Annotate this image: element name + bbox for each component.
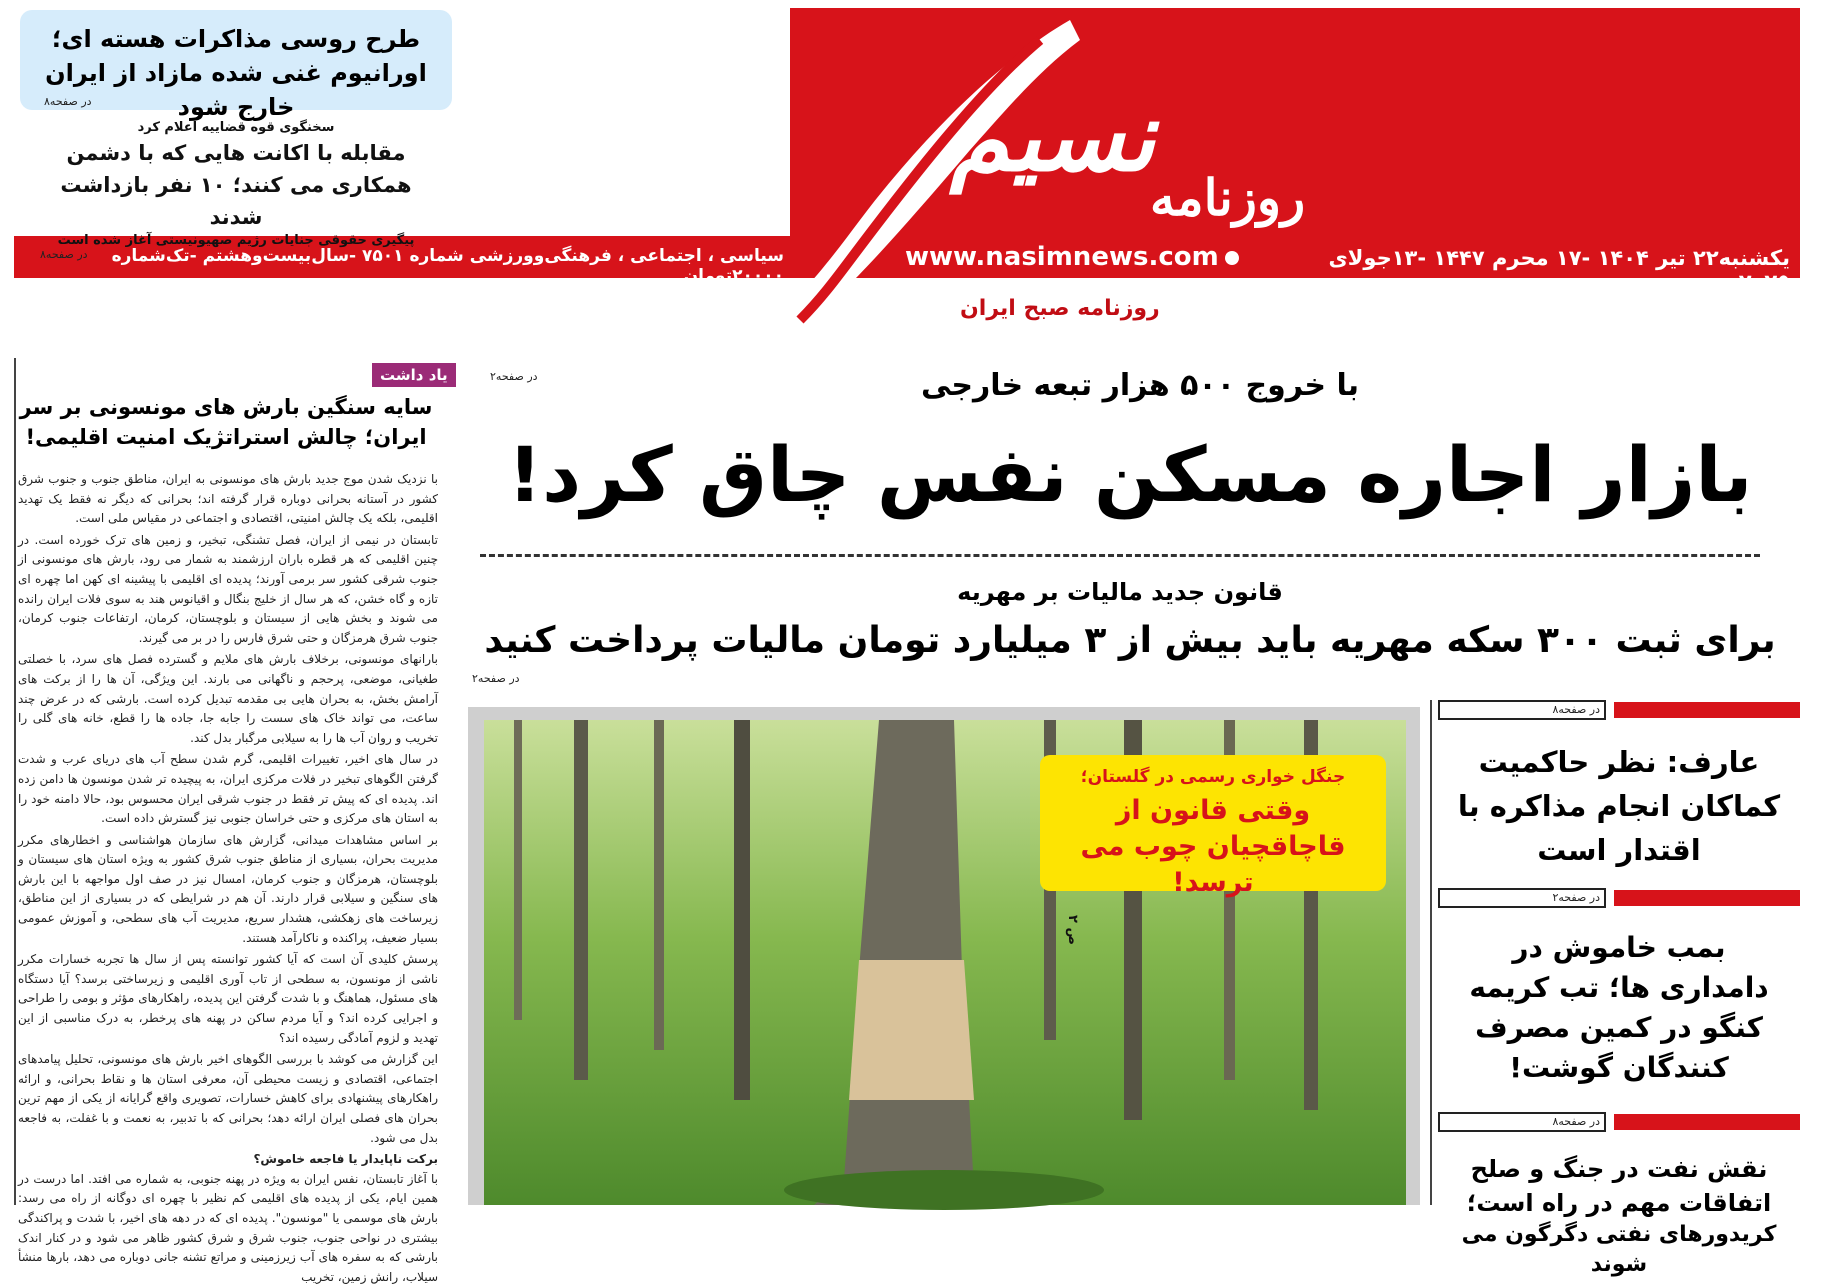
judiciary-ref: در صفحه۸	[40, 248, 88, 261]
editorial-paragraph: پرسش کلیدی آن است که آیا کشور توانسته پس از سال ها تجربه خسارات مکرر ناشی از مونسون، به سطحی از تاب آوری اقلیمی و زیرساختی برسد؟ آیا دستگاه های مسئول، هماهنگ و با شدت گرفتن این پدیده، راهکارهای مؤثر و بومی را طراحی و اجرایی کرده اند؟ و آیا مردم ساکن در پهنه های پرخطر، به درک مناسبی از این تهدید و لزوم آمادگی رسیده اند؟	[18, 952, 438, 1045]
side-sub: کریدورهای نفتی دگرگون می شوند	[1461, 1222, 1777, 1277]
side-red-bar	[1614, 890, 1800, 906]
editorial-paragraph: تابستان در نیمی از ایران، فصل تشنگی، تبخیر، و زمین های ترک خورده است. در چنین اقلیمی که هر قطره باران ارزشمند به شمار می رود، بارش های مونسونی از جنوب شرقی کشور سر برمی آورند؛ پدیده ای اقلیمی با پیشینه ای کهن اما چهره ای تازه و گاه خشن، که هر سال از خلیج بنگال و اقیانوس هند به سوی فلات ایران رانده می شوند و بخش هایی از سیستان و بلوچستان، کرمان، ارتفاعات جنوب کرمان، جنوب شرق هرمزگان و حتی شرق فارس را در بر می گیرند.	[18, 532, 438, 645]
photo-page-tag: ص ۲	[1065, 915, 1080, 945]
side-ref: در صفحه۸	[1552, 703, 1600, 716]
brand-word: نسیم	[950, 80, 1156, 193]
main-headline-2[interactable]: برای ثبت ۳۰۰ سکه مهریه باید بیش از ۳ میلیارد تومان مالیات پرداخت کنید	[484, 620, 1776, 661]
side-headline[interactable]: نقش نفت در جنگ و صلح اتفاقات مهم در راه است؛	[1466, 1155, 1772, 1217]
editorial-tag: یاد داشت	[372, 363, 456, 387]
main-kicker: با خروج ۵۰۰ هزار تبعه خارجی	[920, 368, 1360, 403]
editorial-paragraph: با نزدیک شدن موج جدید بارش های مونسونی به ایران، مناطق جنوب و جنوب شرق کشور در آستانه بحرانی دوباره قرار گرفته اند؛ بحرانی که دیگر نه فقط یک تهدید اقلیمی، بلکه یک چالش امنیتی، اقتصادی و اجتماعی در مقیاس ملی است.	[18, 472, 438, 526]
main-ref-1: در صفحه۲	[490, 370, 538, 383]
side-ref: در صفحه۲	[1552, 891, 1600, 904]
editorial-paragraph: با آغاز تابستان، نفس ایران به ویژه در پهنه جنوبی، به شماره می افتد. اما درست در همین ایام، یکی از پدیده های اقلیمی کم نظیر با چهره ای دوگانه از راه می رسد: بارش های موسمی یا "مونسون". پدیده ای که در دهه های اخیر، با شدت و پراکندگی بیشتری در نواحی جنوب، جنوب شرق و شرق کشور ظاهر می شود و در کنار اندک بارشی که به سفره های آب زیرزمینی و مراتع تشنه جانی دوباره می دهد، بارها منشأ سیلاب، رانش زمین، تخریب	[18, 1171, 438, 1284]
top-story-box[interactable]	[20, 10, 452, 121]
side-headline[interactable]: بمب خاموش در دامداری ها؛ تب کریمه کنگو در کمین مصرف کنندگان گوشت!	[1469, 931, 1769, 1084]
judiciary-kicker: سخنگوی قوه قضاییه اعلام کرد	[137, 120, 335, 135]
main-headline[interactable]: بازار اجاره مسکن نفس چاق کرد!	[507, 430, 1753, 519]
side-ref: در صفحه۸	[1552, 1115, 1600, 1128]
photo-story-headline: وقتی قانون از قاچاقچیان چوب می ترسد!	[1080, 795, 1346, 898]
site-url[interactable]: www.nasimnews.com	[905, 242, 1219, 272]
side-marker	[1438, 1112, 1800, 1132]
url-dot	[1225, 251, 1239, 265]
editorial-body	[18, 470, 438, 1284]
editorial-title[interactable]: سایه سنگین بارش های مونسونی بر سر ایران؛ چالش استراتژیک امنیت اقلیمی!	[19, 395, 433, 449]
side-red-bar	[1614, 702, 1800, 718]
editorial-paragraph: در سال های اخیر، تغییرات اقلیمی، گرم شدن سطح آب های دریای عرب و شدت گرفتن الگوهای تبخیر در فلات مرکزی ایران، به پیچیده تر شدن مونسون ها دامن زده اند. پدیده ای که پیش تر فقط در جنوب شرقی ایران محسوس بود، حالا دامنه خود را به استان های مرکزی و حتی خراسان جنوبی نیز گسترش داده است.	[18, 752, 438, 826]
editorial-paragraph: بر اساس مشاهدات میدانی، گزارش های سازمان هواشناسی و اخطارهای مکرر مدیریت بحران، بسیاری از مناطق جنوب شرق کشور به ویژه استان های سیستان و بلوچستان، هرمزگان و جنوب کرمان، امسال نیز در صف اول مواجهه با این بارش های سنگین و سیلابی قرار دارند. آن هم در شرایطی که در بسیاری از این مناطق، زیرساخت های زهکشی، هشدار سریع، مدیریت آب های سطحی، و آموزش عمومی بسیار ضعیف، پراکنده و ناکارآمد هستند.	[18, 832, 438, 945]
photo-story-kicker: جنگل خواری رسمی در گلستان؛	[1080, 767, 1346, 787]
issue-line: سیاسی ، اجتماعی ، فرهنگی‌وورزشی شماره ۷۵۰۱ -سال‌بیست‌وهشتم -تک‌شماره ۲۰۰۰۰تومان	[111, 246, 784, 286]
judiciary-headline: مقابله با اکانت هایی که با دشمن همکاری می کنند؛ ۱۰ نفر بازداشت شدند	[60, 141, 412, 229]
side-marker	[1438, 700, 1800, 720]
side-ref-box	[1438, 700, 1606, 720]
photo-story-box[interactable]	[1040, 755, 1386, 898]
judiciary-sub: پیگیری حقوقی جنایات رژیم صهیونیستی آغاز شده است	[57, 233, 415, 248]
main-kicker-2: قانون جدید مالیات بر مهریه	[957, 578, 1283, 606]
top-story-headline: طرح روسی مذاکرات هسته ای؛ اورانیوم غنی شده مازاد از ایران خارج شود	[45, 25, 427, 121]
headline-divider	[480, 554, 1760, 557]
side-headline[interactable]: عارف: نظر حاکمیت کماکان انجام مذاکره با اقتدار است	[1457, 745, 1781, 867]
side-marker	[1438, 888, 1800, 908]
judiciary-story[interactable]	[20, 120, 452, 261]
editorial-subhead: برکت ناپایدار یا فاجعه خاموش؟	[253, 1152, 438, 1167]
side-column	[1438, 700, 1800, 1280]
side-ref-box	[1438, 1112, 1606, 1132]
editorial-paragraph: این گزارش می کوشد با بررسی الگوهای اخیر بارش های مونسونی، تحلیل پیامدهای اجتماعی، اقتصادی و زیست محیطی آن، معرفی استان ها و نقاط بحرانی، و ارائه راهکارهای پیشنهادی برای کاهش خسارات، تصویری واقع گرایانه از یکی از مهم ترین بحران های فصلی ایران ارائه دهد؛ بحرانی که با تدبیر، به نعمت و با غفلت، به فاجعه بدل می شود.	[18, 1052, 438, 1145]
logo-text: روزنامه	[1150, 168, 1306, 227]
subtitle: روزنامه صبح ایران	[960, 296, 1160, 321]
editorial-paragraph: بارانهای مونسونی، برخلاف بارش های ملایم و گسترده فصل های سرد، با خصلتی طغیانی، موضعی، پرحجم و ناگهانی می بارند. این ویژگی، آن ها را از برکت های آرامش بخش، به بحران هایی بی مقدمه تبدیل کرده است. بارشی که در عرض چند ساعت، می تواند خاک های سست را جابه جا، جاده ها را قطع، خانه های گلی را تخریب و روان آب ها را به سیلابی مرگبار بدل کند.	[18, 652, 438, 745]
side-red-bar	[1614, 1114, 1800, 1130]
date-line: یکشنبه۲۲ تیر ۱۴۰۴ -۱۷ محرم ۱۴۴۷ -۱۳جولای ۲۰۲۵	[1328, 246, 1790, 294]
main-ref-2: در صفحه۲	[472, 672, 520, 685]
side-divider	[1430, 700, 1432, 1205]
top-story-ref: در صفحه۸	[44, 95, 92, 108]
side-ref-box	[1438, 888, 1606, 908]
